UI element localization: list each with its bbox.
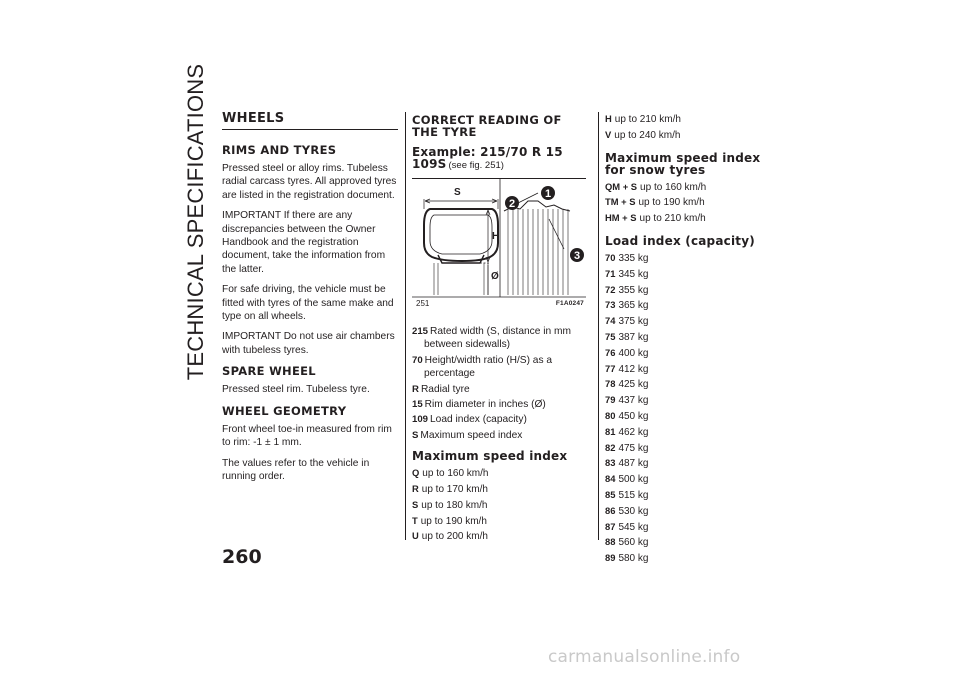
callout-3: 3 <box>573 250 581 262</box>
watermark: carmanualsonline.info <box>548 647 741 667</box>
definition-item: R Radial tyre <box>412 383 470 395</box>
column-divider-right <box>598 112 599 540</box>
load-row: 86 530 kg <box>605 504 649 517</box>
tyre-cross-section-figure <box>412 178 586 317</box>
figure-reference: (see fig. 251) <box>448 160 504 171</box>
speed-row: Q up to 160 km/h <box>412 467 489 480</box>
callout-2: 2 <box>508 198 516 210</box>
speed-row: T up to 190 km/h <box>412 514 487 527</box>
figure-code: F1A0247 <box>555 300 584 307</box>
load-row: 73 365 kg <box>605 299 649 312</box>
load-index-list <box>605 251 775 567</box>
safe-driving-text: For safe driving, the vehicle must be fitted with tyres of the same make and type on all wheels. <box>222 284 394 323</box>
tyre-reading-heading: CORRECT READING OF THE TYRE <box>412 113 562 139</box>
side-section-title <box>178 63 214 381</box>
column-indexes <box>605 112 775 567</box>
load-row: 75 387 kg <box>605 330 649 343</box>
load-row: 87 545 kg <box>605 520 649 533</box>
side-section-title-text: TECHNICAL SPECIFICATIONS <box>183 63 208 381</box>
load-row: 89 580 kg <box>605 552 649 565</box>
load-row: 76 400 kg <box>605 346 649 359</box>
load-row: 80 450 kg <box>605 409 649 422</box>
column-wheels <box>222 112 398 490</box>
definition-item: 15 Rim diameter in inches (Ø) <box>412 399 546 411</box>
load-row: 81 462 kg <box>605 425 649 438</box>
definition-item: 70 Height/width ratio (H/S) as a percentage <box>412 354 553 380</box>
speed-row: U up to 200 km/h <box>412 530 488 543</box>
load-row: 71 345 kg <box>605 267 649 280</box>
spare-wheel-text: Pressed steel rim. Tubeless tyre. <box>222 384 370 396</box>
load-row: 78 425 kg <box>605 378 649 391</box>
load-row: 85 515 kg <box>605 488 649 501</box>
label-diameter: Ø <box>491 271 499 282</box>
load-index-heading: Load index (capacity) <box>605 233 755 248</box>
rims-text: Pressed steel or alloy rims. Tubeless radial carcass tyres. All approved tyres are listed in the registration document. <box>222 163 397 201</box>
speed-row: V up to 240 km/h <box>605 128 681 141</box>
rims-heading: RIMS AND TYRES <box>222 143 337 157</box>
load-row: 70 335 kg <box>605 251 649 264</box>
example-text: Example: 215/70 R 15 109S <box>412 145 563 171</box>
load-row: 72 355 kg <box>605 283 649 296</box>
load-row: 74 375 kg <box>605 315 649 328</box>
label-s: S <box>454 187 461 198</box>
wheels-title: WHEELS <box>222 112 398 130</box>
speed-row: H up to 210 km/h <box>605 113 681 125</box>
load-row: 82 475 kg <box>605 441 649 454</box>
definition-item: 109 Load index (capacity) <box>412 414 527 426</box>
important-note-1: IMPORTANT If there are any discrepancies between the Owner Handbook and the registration document, take the information from the latter. <box>222 210 386 275</box>
column-tyre-reading <box>412 112 586 545</box>
callout-1: 1 <box>544 188 552 200</box>
load-row: 79 437 kg <box>605 394 649 407</box>
running-order-text: The values refer to the vehicle in running order. <box>222 457 370 482</box>
important-note-2: IMPORTANT Do not use air chambers with tubeless tyres. <box>222 331 395 356</box>
snow-speed-heading: Maximum speed index for snow tyres <box>605 150 761 177</box>
page-number: 260 <box>222 546 262 568</box>
tyre-code-definitions <box>412 325 586 442</box>
snow-speed-row: HM + S up to 210 km/h <box>605 212 706 225</box>
speed-row: S up to 180 km/h <box>412 498 488 511</box>
label-h: H <box>492 231 500 242</box>
snow-speed-list <box>605 180 775 227</box>
speed-index-continued <box>605 112 775 144</box>
load-row: 84 500 kg <box>605 473 649 486</box>
wheel-geometry-heading: WHEEL GEOMETRY <box>222 403 347 418</box>
definition-item: S Maximum speed index <box>412 429 523 441</box>
speed-index-list <box>412 466 586 545</box>
speed-index-heading: Maximum speed index <box>412 449 568 464</box>
load-row: 88 560 kg <box>605 536 649 549</box>
column-divider-left <box>405 112 406 540</box>
snow-speed-row: QM + S up to 160 km/h <box>605 180 707 193</box>
load-row: 83 487 kg <box>605 457 649 470</box>
snow-speed-row: TM + S up to 190 km/h <box>605 196 705 209</box>
load-row: 77 412 kg <box>605 362 649 375</box>
speed-row: R up to 170 km/h <box>412 483 488 496</box>
figure-number: 251 <box>416 299 430 308</box>
toe-in-text: Front wheel toe-in measured from rim to rim: -1 ± 1 mm. <box>222 423 392 449</box>
tyre-diagram <box>412 179 586 317</box>
definition-item: 215 Rated width (S, distance in mm between sidewalls) <box>412 326 571 351</box>
spare-wheel-heading: SPARE WHEEL <box>222 364 316 379</box>
example-heading <box>412 146 586 172</box>
